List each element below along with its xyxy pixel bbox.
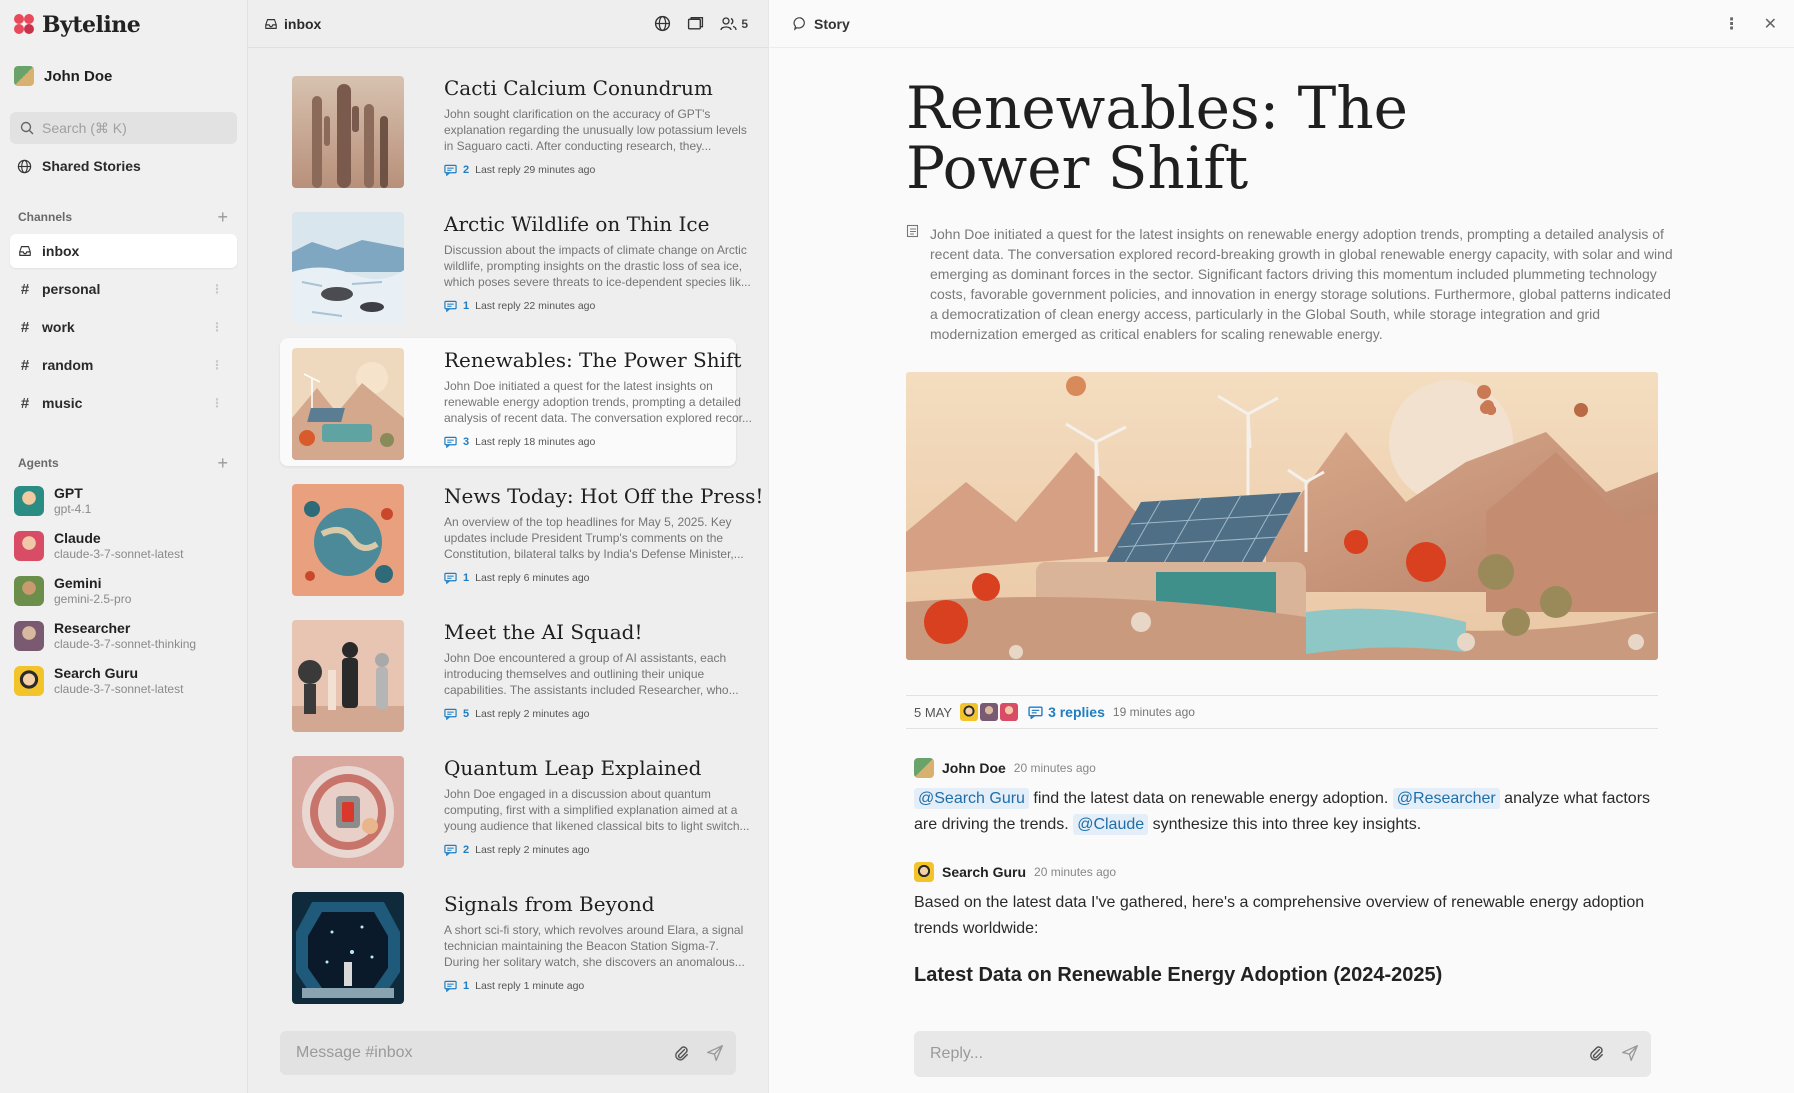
story-title: Renewables: The Power Shift <box>906 74 1409 202</box>
author-name: Search Guru <box>942 864 1027 880</box>
user-name: John Doe <box>44 67 113 85</box>
channel-item-personal[interactable] <box>10 272 237 306</box>
agent-model: gpt-4.1 <box>54 502 92 516</box>
story-card-quantum[interactable] <box>280 746 750 874</box>
last-reply: Last reply 22 minutes ago <box>475 300 596 312</box>
agent-name: Claude <box>54 530 101 546</box>
story-title: News Today: Hot Off the Press! <box>444 484 764 508</box>
participant-avatar <box>1000 703 1018 721</box>
mention-claude[interactable]: @Claude <box>1073 814 1148 835</box>
agent-item-claude[interactable] <box>14 530 183 562</box>
message-fragment: find the latest data on renewable energy adoption. <box>1028 790 1393 807</box>
channel-options-icon[interactable]: ⋮ <box>211 320 223 334</box>
story-card-ai-squad[interactable] <box>280 610 739 738</box>
channel-label: random <box>42 357 94 373</box>
participant-avatar <box>960 703 978 721</box>
story-card-renewables[interactable] <box>280 338 752 466</box>
story-summary: John Doe encountered a group of AI assistants, each introducing themselves and outlining their unique capabilities. The assistants included Researcher, who... <box>444 651 739 697</box>
reply-composer <box>914 1031 1651 1077</box>
agent-avatar <box>14 576 44 606</box>
agent-name: Researcher <box>54 620 131 636</box>
story-summary: Discussion about the impacts of climate change on Arctic wildlife, prompting insights on the drastic loss of sea ice, which poses severe threats to ice-dependent species lik... <box>444 243 751 289</box>
more-options-icon[interactable]: ⋮ <box>1723 16 1740 33</box>
channel-options-icon[interactable]: ⋮ <box>211 282 223 296</box>
message-time: 20 minutes ago <box>1013 761 1096 775</box>
comment-icon <box>444 300 457 312</box>
agent-avatar <box>14 666 44 696</box>
agent-model: claude-3-7-sonnet-latest <box>54 547 184 561</box>
comment-icon <box>1028 706 1043 719</box>
agent-name: Search Guru <box>54 665 139 681</box>
story-title: Renewables: The Power Shift <box>444 348 742 372</box>
channels-heading: Channels <box>18 210 73 224</box>
reply-count: 3 <box>463 436 470 448</box>
story-summary: John Doe initiated a quest for the latest insights on renewable energy adoption trends, prompting a detailed analysis of recent data. The conversation explored record-breaking growth in global renewable energy capacity, with solar and wind emerging as dominant forces in the sector. Significant factors driving this momentum included plummeting technology costs, favorable government policies, and innovation in energy storage solutions. Furthermore, global patterns indicated a democratization of clean energy access, particularly in the Global South, while storage integration and grid modernization emerged as critical enablers for scaling renewable energy. <box>930 226 1673 342</box>
reply-count: 1 <box>463 572 470 584</box>
story-card-cacti[interactable] <box>280 66 747 194</box>
add-agent-icon[interactable]: + <box>217 453 228 473</box>
globe-icon[interactable] <box>654 15 671 32</box>
message-header <box>914 862 1664 882</box>
channel-options-icon[interactable]: ⋮ <box>211 396 223 410</box>
story-thumbnail <box>292 620 404 732</box>
inbox-icon <box>264 17 278 31</box>
channel-item-work[interactable] <box>10 310 237 344</box>
search-input[interactable] <box>42 120 222 136</box>
folders-icon[interactable] <box>687 15 704 32</box>
message-fragment: synthesize this into three key insights. <box>1148 816 1422 833</box>
participant-avatar <box>980 703 998 721</box>
author-name: John Doe <box>942 760 1006 776</box>
channel-item-inbox[interactable] <box>10 234 237 268</box>
channel-item-music[interactable] <box>10 386 237 420</box>
inbox-toolbar <box>654 15 748 32</box>
reply-input[interactable] <box>930 1045 1530 1063</box>
story-thumbnail <box>292 892 404 1004</box>
reply-count: 1 <box>463 300 470 312</box>
author-avatar <box>914 862 934 882</box>
paperclip-icon[interactable] <box>672 1044 690 1062</box>
story-thumbnail <box>292 76 404 188</box>
comment-icon <box>444 436 457 448</box>
replies-count: 3 replies <box>1048 704 1105 720</box>
story-title: Signals from Beyond <box>444 892 655 916</box>
agent-model: gemini-2.5-pro <box>54 592 132 606</box>
agent-item-researcher[interactable] <box>14 620 196 652</box>
agents-heading: Agents <box>18 456 59 470</box>
brand-logo[interactable] <box>14 12 140 38</box>
last-reply: Last reply 6 minutes ago <box>475 572 590 584</box>
close-icon[interactable]: ✕ <box>1763 16 1777 33</box>
globe-icon <box>17 159 32 174</box>
story-thumbnail <box>292 484 404 596</box>
message-text: Based on the latest data I've gathered, here's a comprehensive overview of renewable energy adoption trends worldwide: <box>914 894 1645 937</box>
replies-time: 19 minutes ago <box>1112 705 1195 719</box>
send-icon[interactable] <box>706 1044 724 1062</box>
hash-icon: # <box>20 394 30 412</box>
story-card-arctic[interactable] <box>280 202 751 330</box>
last-reply: Last reply 29 minutes ago <box>475 164 596 176</box>
reply-count: 5 <box>463 708 470 720</box>
search-box[interactable] <box>10 112 237 144</box>
add-channel-icon[interactable]: + <box>217 207 228 227</box>
message-fragment: analyze what factors are driving the trends. <box>914 790 1651 833</box>
thread-message <box>914 758 1664 838</box>
paperclip-icon[interactable] <box>1587 1044 1605 1062</box>
agent-model: claude-3-7-sonnet-thinking <box>54 637 197 651</box>
last-reply: Last reply 1 minute ago <box>475 980 585 992</box>
mention-researcher[interactable]: @Researcher <box>1393 788 1500 809</box>
story-title: Arctic Wildlife on Thin Ice <box>444 212 710 236</box>
story-card-news[interactable] <box>280 474 764 602</box>
story-hero-image <box>906 372 1658 660</box>
hash-icon: # <box>20 356 30 374</box>
byteline-logo-icon <box>14 14 36 36</box>
story-meta <box>444 708 590 720</box>
story-panel <box>768 0 1794 1093</box>
last-reply: Last reply 2 minutes ago <box>475 844 590 856</box>
inbox-title: inbox <box>284 15 322 32</box>
story-meta <box>444 164 595 176</box>
reply-count: 1 <box>463 980 470 992</box>
story-title: Meet the AI Squad! <box>444 620 643 644</box>
users-icon <box>720 16 738 32</box>
summary-icon <box>906 224 920 238</box>
channel-label: work <box>42 319 75 335</box>
story-thumbnail <box>292 212 404 324</box>
channels-header <box>18 208 228 226</box>
shared-stories-link[interactable] <box>17 158 141 174</box>
mention-search-guru[interactable]: @Search Guru <box>914 788 1029 809</box>
message-composer <box>280 1031 736 1075</box>
story-header <box>769 0 1794 48</box>
story-summary: John Doe engaged in a discussion about quantum computing, first with a simplified explanation aimed at a young audience that likened classical bits to light switch... <box>444 787 750 833</box>
channel-label: inbox <box>42 243 80 259</box>
message-header <box>914 758 1664 778</box>
story-title: Quantum Leap Explained <box>444 756 702 780</box>
agents-header <box>18 454 228 472</box>
replies-link[interactable] <box>1028 704 1105 720</box>
agent-avatar <box>14 486 44 516</box>
agent-avatar <box>14 621 44 651</box>
shared-stories-label: Shared Stories <box>42 158 141 174</box>
current-user[interactable] <box>14 66 112 86</box>
comment-icon <box>444 844 457 856</box>
agent-name: GPT <box>54 485 83 501</box>
story-meta <box>444 844 590 856</box>
reply-count: 2 <box>463 164 470 176</box>
inbox-header <box>248 0 768 48</box>
story-thumbnail <box>292 756 404 868</box>
search-icon <box>20 121 34 135</box>
thread-summary-bar <box>906 695 1658 729</box>
channel-item-random[interactable] <box>10 348 237 382</box>
chat-bubble-icon <box>793 16 808 31</box>
members-button[interactable] <box>720 16 748 32</box>
hash-icon: # <box>20 280 30 298</box>
story-header-label: Story <box>814 15 850 32</box>
story-toolbar <box>1724 14 1777 34</box>
user-avatar <box>14 66 34 86</box>
agent-name: Gemini <box>54 575 102 591</box>
story-meta <box>444 300 595 312</box>
channel-label: personal <box>42 281 101 297</box>
agent-item-gemini[interactable] <box>14 575 131 607</box>
story-card-signals[interactable] <box>280 882 745 1010</box>
last-reply: Last reply 2 minutes ago <box>475 708 590 720</box>
channel-label: music <box>42 395 83 411</box>
story-thumbnail <box>292 348 404 460</box>
reply-count: 2 <box>463 844 470 856</box>
message-time: 20 minutes ago <box>1034 865 1117 879</box>
send-icon[interactable] <box>1621 1044 1639 1062</box>
channel-options-icon[interactable]: ⋮ <box>211 358 223 372</box>
story-meta <box>444 572 590 584</box>
inbox-panel <box>248 0 768 1093</box>
agent-avatar <box>14 531 44 561</box>
thread-date: 5 MAY <box>914 704 953 720</box>
members-count: 5 <box>741 16 748 31</box>
comment-icon <box>444 980 457 992</box>
message-text <box>914 786 1664 838</box>
story-title: Cacti Calcium Conundrum <box>444 76 713 100</box>
sidebar <box>0 0 248 1093</box>
story-meta <box>444 436 595 448</box>
response-subheading: Latest Data on Renewable Energy Adoption (2024-2025) <box>914 964 1443 986</box>
last-reply: Last reply 18 minutes ago <box>475 436 596 448</box>
agent-item-search-guru[interactable] <box>14 665 183 697</box>
comment-icon <box>444 164 457 176</box>
story-meta <box>444 980 584 992</box>
inbox-icon <box>18 244 32 258</box>
agent-item-gpt[interactable] <box>14 485 91 517</box>
comment-icon <box>444 572 457 584</box>
thread-message <box>914 862 1664 942</box>
brand-name: Byteline <box>42 12 141 38</box>
comment-icon <box>444 708 457 720</box>
participant-avatars <box>960 703 1020 721</box>
agent-model: claude-3-7-sonnet-latest <box>54 682 184 696</box>
story-summary: John Doe initiated a quest for the latest insights on renewable energy adoption trends, prompting a detailed analysis of recent data. The conversation explored recor... <box>444 379 752 425</box>
author-avatar <box>914 758 934 778</box>
story-summary: A short sci-fi story, which revolves around Elara, a signal technician maintaining the Beacon Station Sigma-7. During her solitary watch, she discovers an anomalous... <box>444 923 745 969</box>
story-summary: An overview of the top headlines for May 5, 2025. Key updates include President Trump's comments on the Constitution, bilateral talks by India's Defense Minister,... <box>444 515 744 561</box>
story-summary: John sought clarification on the accuracy of GPT's explanation regarding the unusually low potassium levels in Saguaro cacti. After conducting research, they... <box>444 107 747 153</box>
hash-icon: # <box>20 318 30 336</box>
message-input[interactable] <box>296 1044 656 1062</box>
